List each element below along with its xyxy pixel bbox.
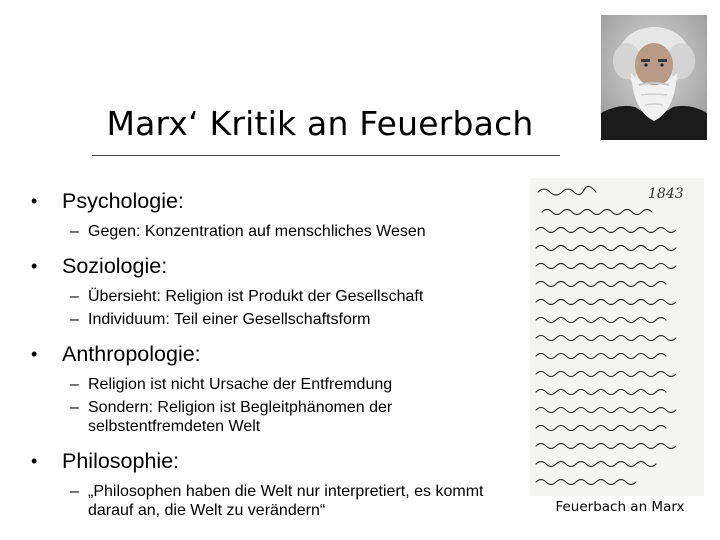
bullet-heading: Psychologie: bbox=[62, 189, 184, 213]
bullet-anthropologie bbox=[28, 339, 528, 369]
sub-bullet bbox=[28, 398, 493, 436]
sub-bullet-text: Gegen: Konzentration auf menschliches Wesen bbox=[88, 223, 426, 240]
letter-date: 1843 bbox=[648, 186, 684, 202]
marx-portrait-image bbox=[601, 15, 707, 140]
dash-icon: – bbox=[70, 399, 79, 416]
sub-bullet bbox=[28, 375, 528, 394]
bullet-philosophie bbox=[28, 446, 528, 476]
bullet-psychologie bbox=[28, 186, 528, 216]
bullet-soziologie bbox=[28, 251, 528, 281]
bullet-icon: • bbox=[31, 191, 38, 211]
sub-bullet bbox=[28, 310, 528, 329]
feuerbach-letter-image bbox=[530, 178, 704, 496]
sub-bullet-text: Übersieht: Religion ist Produkt der Gesellschaft bbox=[88, 288, 424, 305]
bullet-heading: Soziologie: bbox=[62, 254, 168, 278]
dash-icon: – bbox=[70, 288, 79, 305]
dash-icon: – bbox=[70, 376, 79, 393]
sub-bullet bbox=[28, 287, 528, 306]
bullet-icon: • bbox=[31, 451, 38, 471]
letter-caption: Feuerbach an Marx bbox=[555, 499, 685, 515]
sub-bullet-text: Sondern: Religion ist Begleitphänomen der selbstentfremdeten Welt bbox=[88, 399, 393, 435]
bullet-list bbox=[28, 186, 528, 520]
bullet-heading: Anthropologie: bbox=[62, 342, 201, 366]
sub-bullet-text: Individuum: Teil einer Gesellschaftsform bbox=[88, 311, 371, 328]
sub-bullet-text: „Philosophen haben die Welt nur interpretiert, es kommt darauf an, die Welt zu verändern“ bbox=[88, 483, 484, 519]
sub-bullet bbox=[28, 482, 528, 520]
slide-title: Marx‘ Kritik an Feuerbach bbox=[106, 104, 534, 143]
bullet-heading: Philosophie: bbox=[62, 449, 180, 473]
dash-icon: – bbox=[70, 311, 79, 328]
sub-bullet bbox=[28, 222, 528, 241]
sub-bullet-text: Religion ist nicht Ursache der Entfremdung bbox=[88, 376, 393, 393]
bullet-icon: • bbox=[31, 344, 38, 364]
title-divider bbox=[92, 155, 560, 156]
dash-icon: – bbox=[70, 223, 79, 240]
bullet-icon: • bbox=[31, 256, 38, 276]
dash-icon: – bbox=[70, 483, 79, 500]
